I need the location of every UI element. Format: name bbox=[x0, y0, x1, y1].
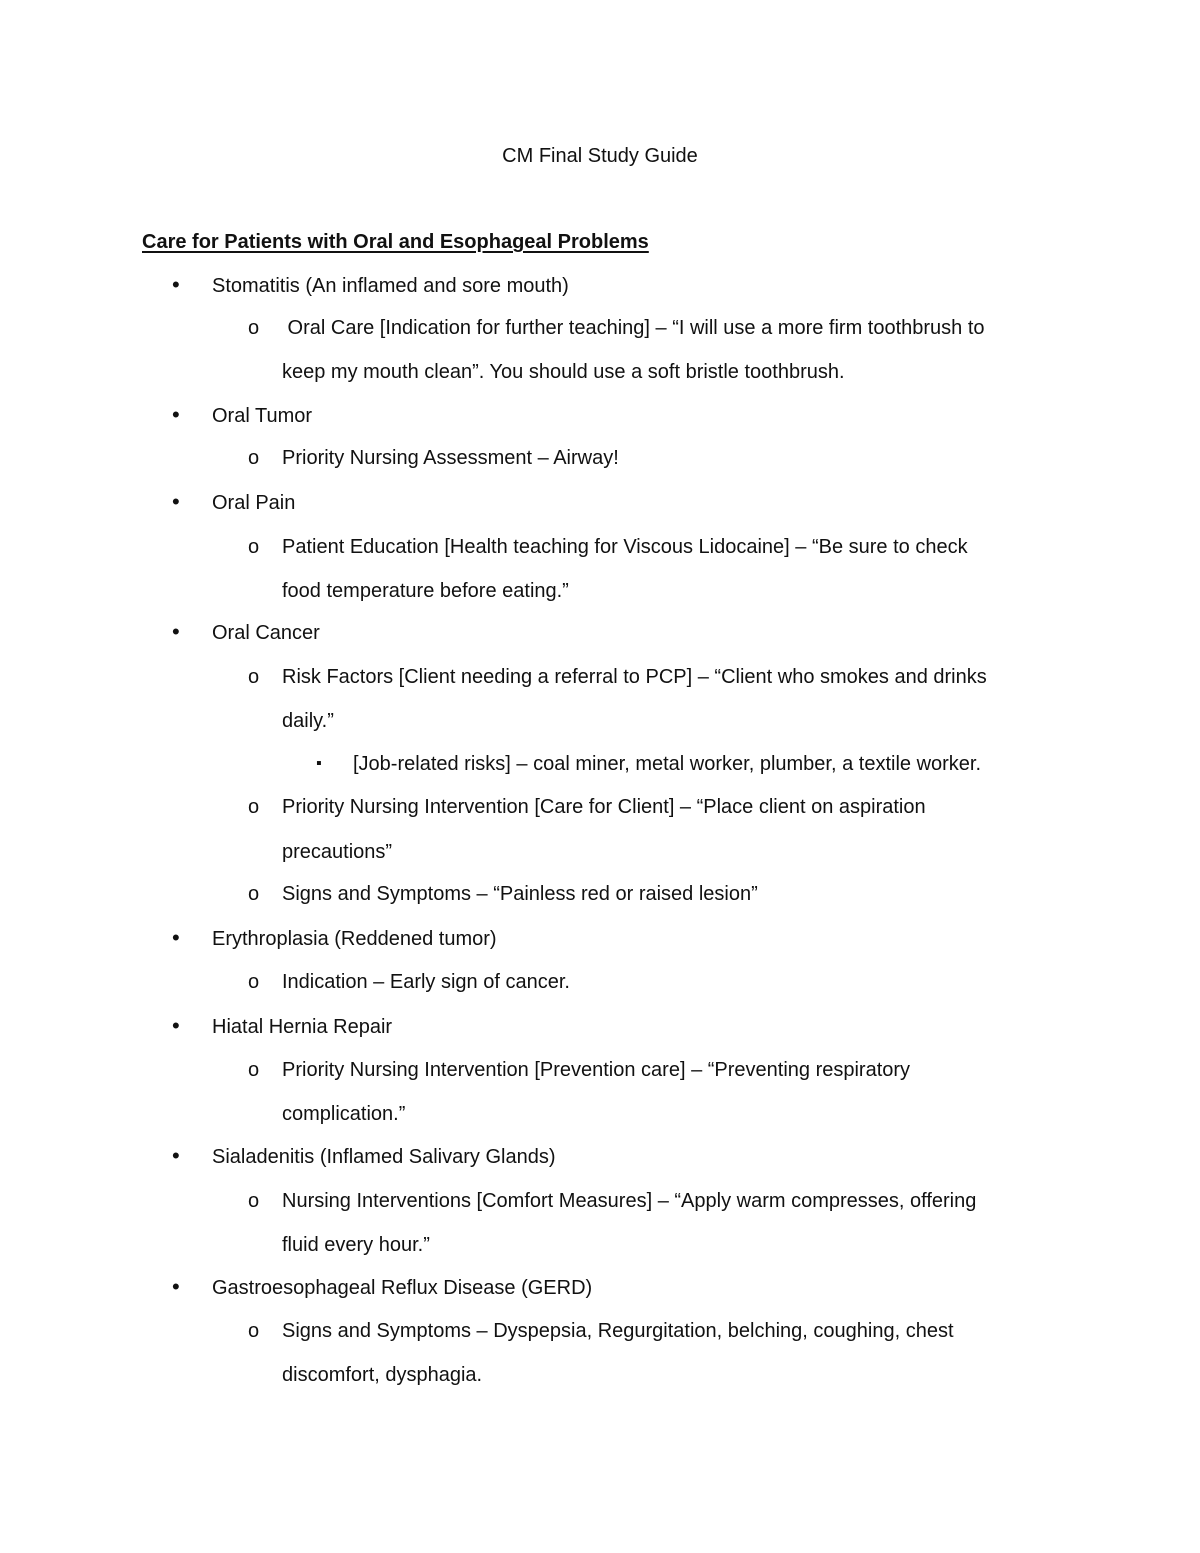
bullet-marker: • bbox=[172, 272, 180, 297]
sub-list-item-continued: discomfort, dysphagia. bbox=[282, 1364, 483, 1386]
list-item: Erythroplasia (Reddened tumor) bbox=[212, 928, 497, 950]
sub-bullet-marker: o bbox=[248, 1320, 260, 1342]
sub-bullet-marker: o bbox=[248, 447, 260, 469]
section-heading: Care for Patients with Oral and Esophageal Problems bbox=[142, 231, 649, 253]
sub-list-item: Priority Nursing Assessment – Airway! bbox=[282, 447, 619, 469]
sub-bullet-marker: o bbox=[248, 317, 260, 339]
list-item: Oral Tumor bbox=[212, 405, 313, 427]
sub-bullet-marker: o bbox=[248, 1190, 260, 1212]
bullet-marker: • bbox=[172, 1013, 180, 1038]
sub-list-item: Indication – Early sign of cancer. bbox=[282, 971, 570, 993]
sub-list-item-continued: complication.” bbox=[282, 1103, 406, 1125]
sub-list-item: Risk Factors [Client needing a referral to PCP] – “Client who smokes and drinks bbox=[282, 666, 987, 688]
sub-sub-bullet-marker: ▪ bbox=[316, 755, 322, 772]
sub-list-item: Patient Education [Health teaching for Viscous Lidocaine] – “Be sure to check bbox=[282, 536, 968, 558]
sub-list-item-continued: fluid every hour.” bbox=[282, 1234, 430, 1256]
bullet-marker: • bbox=[172, 1143, 180, 1168]
sub-list-item-continued: daily.” bbox=[282, 710, 334, 732]
sub-list-item: Oral Care [Indication for further teaching] – “I will use a more firm toothbrush to bbox=[282, 317, 985, 339]
list-item: Oral Pain bbox=[212, 492, 296, 514]
bullet-marker: • bbox=[172, 402, 180, 427]
sub-bullet-marker: o bbox=[248, 666, 260, 688]
sub-list-item: Signs and Symptoms – Dyspepsia, Regurgitation, belching, coughing, chest bbox=[282, 1320, 954, 1342]
bullet-marker: • bbox=[172, 619, 180, 644]
list-item: Gastroesophageal Reflux Disease (GERD) bbox=[212, 1277, 593, 1299]
bullet-marker: • bbox=[172, 925, 180, 950]
sub-list-item-continued: precautions” bbox=[282, 841, 393, 863]
list-item: Oral Cancer bbox=[212, 622, 320, 644]
bullet-marker: • bbox=[172, 489, 180, 514]
sub-bullet-marker: o bbox=[248, 1059, 260, 1081]
sub-list-item-continued: food temperature before eating.” bbox=[282, 580, 569, 602]
bullet-marker: • bbox=[172, 1274, 180, 1299]
sub-list-item: Priority Nursing Intervention [Prevention care] – “Preventing respiratory bbox=[282, 1059, 911, 1081]
sub-bullet-marker: o bbox=[248, 883, 260, 905]
sub-bullet-marker: o bbox=[248, 796, 260, 818]
sub-list-item-continued: keep my mouth clean”. You should use a soft bristle toothbrush. bbox=[282, 361, 845, 383]
sub-list-item: Priority Nursing Intervention [Care for Client] – “Place client on aspiration bbox=[282, 796, 926, 818]
list-item: Hiatal Hernia Repair bbox=[212, 1016, 393, 1038]
sub-bullet-marker: o bbox=[248, 536, 260, 558]
sub-list-item: Nursing Interventions [Comfort Measures] – “Apply warm compresses, offering bbox=[282, 1190, 977, 1212]
list-item: Stomatitis (An inflamed and sore mouth) bbox=[212, 275, 569, 297]
sub-list-item: Signs and Symptoms – “Painless red or raised lesion” bbox=[282, 883, 758, 905]
list-item: Sialadenitis (Inflamed Salivary Glands) bbox=[212, 1146, 556, 1168]
sub-bullet-marker: o bbox=[248, 971, 260, 993]
page-title: CM Final Study Guide bbox=[502, 145, 698, 167]
sub-sub-list-item: [Job-related risks] – coal miner, metal worker, plumber, a textile worker. bbox=[353, 753, 982, 775]
